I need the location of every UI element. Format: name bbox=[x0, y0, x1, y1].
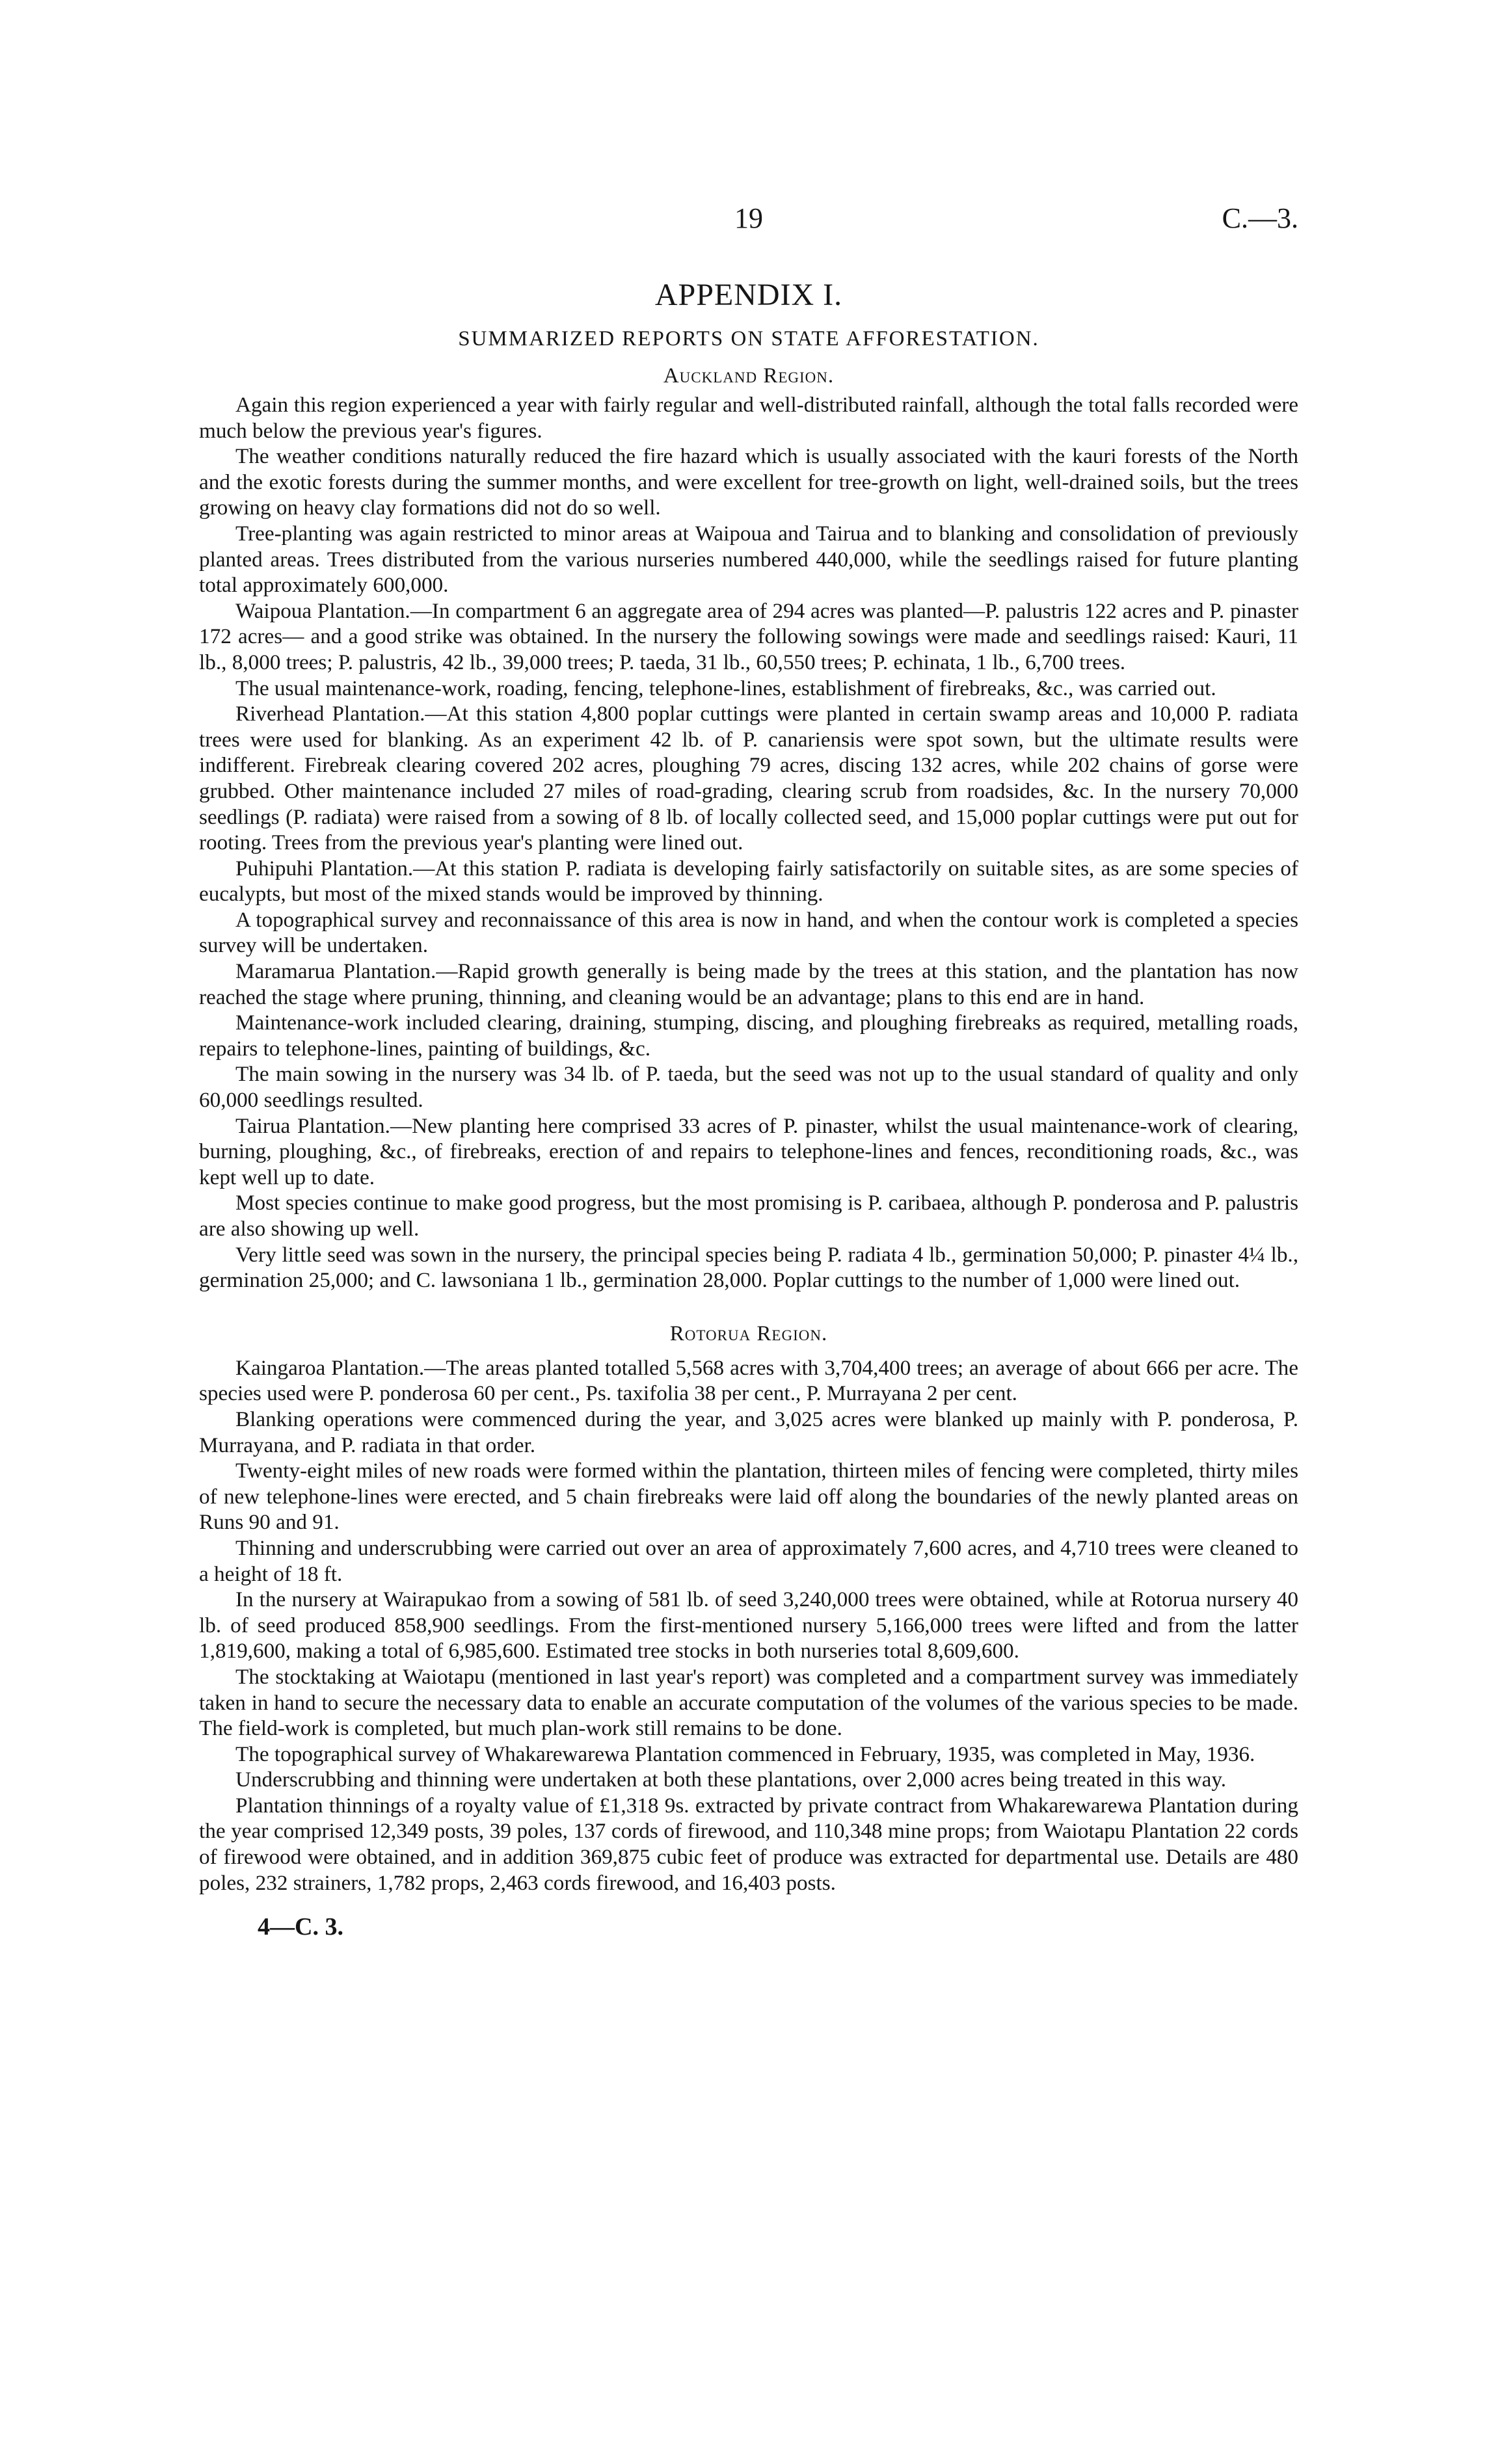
paragraph: Underscrubbing and thinning were undertaken at both these plantations, over 2,000 acres being treated in this way. bbox=[235, 1768, 1227, 1792]
paragraph: Kaingaroa Plantation.—The areas planted totalled 5,568 acres with 3,704,400 trees; an average of about 666 per acre. The species used were P. ponderosa 60 per cent., Ps. taxifolia 38 per cent., P. Murrayana 2 per cent. bbox=[199, 1355, 1298, 1406]
paragraph: The usual maintenance-work, roading, fencing, telephone-lines, establishment of firebreaks, &c., was carried out. bbox=[235, 676, 1216, 700]
paragraph: Twenty-eight miles of new roads were formed within the plantation, thirteen miles of fencing were completed, thirty miles of new telephone-lines were erected, and 5 chain firebreaks were laid off along the boundaries of the newly planted areas on Runs 90 and 91. bbox=[199, 1459, 1298, 1535]
paragraph: Maramarua Plantation.—Rapid growth generally is being made by the trees at this station, and the plantation has now reached the stage where pruning, thinning, and cleaning would be an advantage; plans to this end are in hand. bbox=[199, 959, 1298, 1009]
paragraph: The stocktaking at Waiotapu (mentioned in last year's report) was completed and a compartment survey was immediately taken in hand to secure the necessary data to enable an accurate computation of the volumes of the various species to be made. The field-work is completed, but much plan-work still remains to be done. bbox=[199, 1664, 1298, 1741]
rotorua-region-heading: Rotorua Region. bbox=[669, 1321, 828, 1345]
document-reference: C.—3. bbox=[1222, 202, 1298, 234]
paragraph: Puhipuhi Plantation.—At this station P. radiata is developing fairly satisfactorily on suitable sites, as are some species of eucalypts, but most of the mixed stands would be improved by thinning. bbox=[199, 856, 1298, 907]
paragraph: Riverhead Plantation.—At this station 4,800 poplar cuttings were planted in certain swamp areas and 10,000 P. radiata trees were used for blanking. As an experiment 42 lb. of P. canariensis were spot sown, but the ultimate results were indifferent. Firebreak clearing covered 202 acres, ploughing 79 acres, discing 132 acres, while 202 chains of gorse were grubbed. Other maintenance included 27 miles of road-grading, clearing scrub from roadsides, &c. In the nursery 70,000 seedlings (P. radiata) were raised from a sowing of 8 lb. of locally collected seed, and 15,000 poplar cuttings were put out for rooting. Trees from the previous year's planting were lined out. bbox=[199, 702, 1298, 855]
appendix-title: APPENDIX I. bbox=[654, 278, 843, 312]
paragraph: The topographical survey of Whakarewarewa Plantation commenced in February, 1935, was completed in May, 1936. bbox=[235, 1742, 1255, 1766]
paragraph: The main sowing in the nursery was 34 lb. of P. taeda, but the seed was not up to the usual standard of quality and only 60,000 seedlings resulted. bbox=[199, 1062, 1298, 1113]
report-subtitle: SUMMARIZED REPORTS ON STATE AFFORESTATION. bbox=[458, 327, 1039, 351]
paragraph: A topographical survey and reconnaissance of this area is now in hand, and when the contour work is completed a species survey will be undertaken. bbox=[199, 907, 1298, 958]
paragraph: Maintenance-work included clearing, draining, stumping, discing, and ploughing firebreaks as required, metalling roads, repairs to telephone-lines, painting of buildings, &c. bbox=[199, 1011, 1298, 1061]
page-header bbox=[199, 202, 1298, 254]
paragraph: Waipoua Plantation.—In compartment 6 an aggregate area of 294 acres was planted—P. palustris 122 acres and P. pinaster 172 acres— and a good strike was obtained. In the nursery the following sowings were made and seedlings raised: Kauri, 11 lb., 8,000 trees; P. palustris, 42 lb., 39,000 trees; P. taeda, 31 lb., 60,550 trees; P. echinata, 1 lb., 6,700 trees. bbox=[199, 598, 1298, 674]
paragraph: Tairua Plantation.—New planting here comprised 33 acres of P. pinaster, whilst the usual maintenance-work of clearing, burning, ploughing, &c., of firebreaks, erection of and repairs to telephone-lines and fences, reconditioning roads, &c., was kept well up to date. bbox=[199, 1113, 1298, 1189]
auckland-region-heading: Auckland Region. bbox=[663, 364, 835, 388]
footer-signature: 4—C. 3. bbox=[258, 1913, 343, 1941]
rotorua-section bbox=[199, 1355, 1298, 1896]
paragraph: In the nursery at Wairapukao from a sowing of 581 lb. of seed 3,240,000 trees were obtained, while at Rotorua nursery 40 lb. of seed produced 858,900 seedlings. From the first-mentioned nursery 5,166,000 trees were lifted and from the latter 1,819,600, making a total of 6,985,600. Estimated tree stocks in both nurseries total 8,609,600. bbox=[199, 1587, 1298, 1663]
page-number: 19 bbox=[734, 202, 763, 234]
paragraph: The weather conditions naturally reduced the fire hazard which is usually associated with the kauri forests of the North and the exotic forests during the summer months, and were excellent for tree-growth on light, well-drained soils, but the trees growing on heavy clay formations did not do so well. bbox=[199, 444, 1298, 520]
paragraph: Plantation thinnings of a royalty value of £1,318 9s. extracted by private contract from Whakarewarewa Plantation during the year comprised 12,349 posts, 39 poles, 137 cords of firewood, and 110,348 mine props; from Waiotapu Plantation 22 cords of firewood were obtained, and in addition 369,875 cubic feet of produce was extracted for departmental use. Details are 480 poles, 232 strainers, 1,782 props, 2,463 cords firewood, and 16,403 posts. bbox=[199, 1793, 1298, 1895]
paragraph: Thinning and underscrubbing were carried out over an area of approximately 7,600 acres, and 4,710 trees were cleaned to a height of 18 ft. bbox=[199, 1535, 1298, 1586]
document-page bbox=[199, 202, 1298, 1941]
paragraph: Again this region experienced a year with fairly regular and well-distributed rainfall, although the total falls recorded were much below the previous year's figures. bbox=[199, 393, 1298, 443]
paragraph: Tree-planting was again restricted to minor areas at Waipoua and Tairua and to blanking and consolidation of previously planted areas. Trees distributed from the various nurseries numbered 440,000, while the seedlings raised for future planting total approximately 600,000. bbox=[199, 521, 1298, 598]
paragraph: Most species continue to make good progress, but the most promising is P. caribaea, although P. ponderosa and P. palustris are also showing up well. bbox=[199, 1191, 1298, 1241]
paragraph: Blanking operations were commenced during the year, and 3,025 acres were blanked up mainly with P. ponderosa, P. Murrayana, and P. radiata in that order. bbox=[199, 1407, 1298, 1457]
auckland-section bbox=[199, 392, 1298, 1293]
paragraph: Very little seed was sown in the nursery, the principal species being P. radiata 4 lb., germination 50,000; P. pinaster 4¼ lb., germination 25,000; and C. lawsoniana 1 lb., germination 28,000. Poplar cuttings to the number of 1,000 were lined out. bbox=[199, 1242, 1298, 1293]
